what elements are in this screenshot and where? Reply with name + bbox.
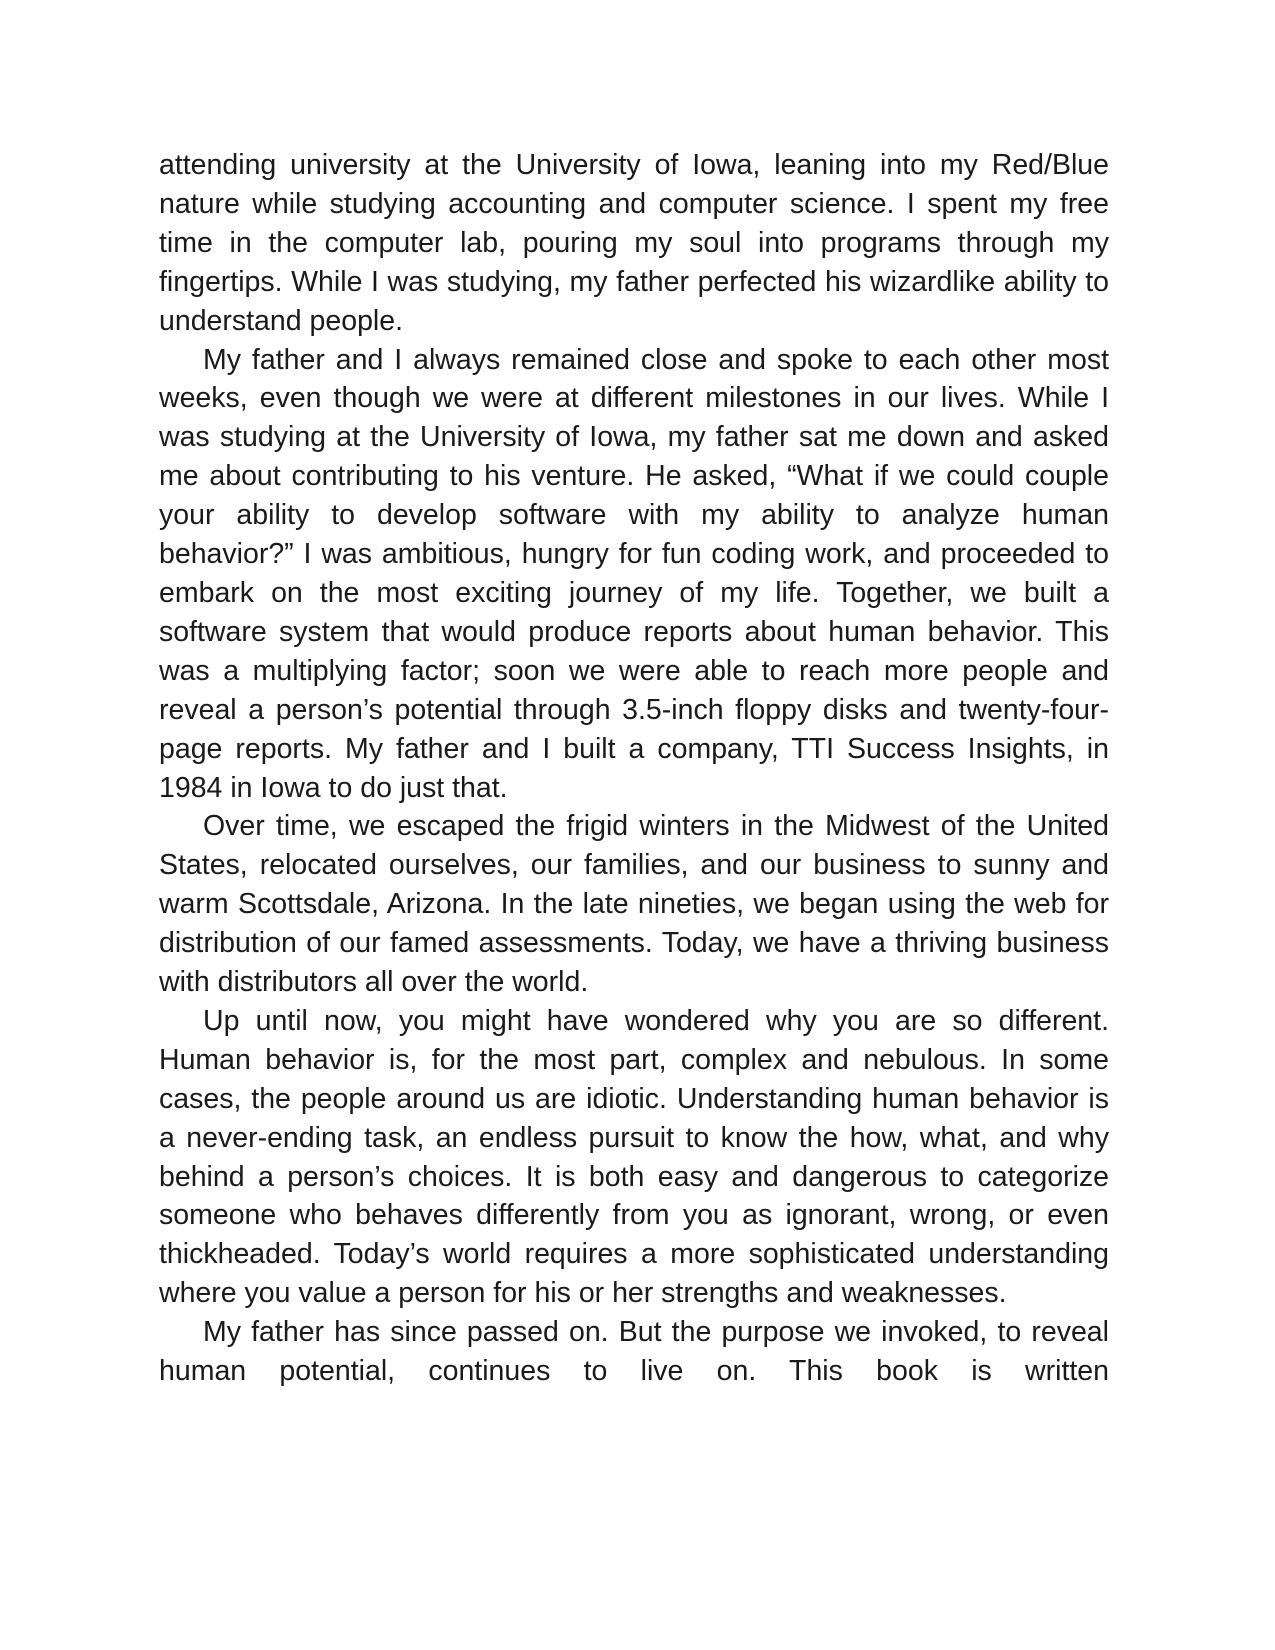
paragraph-human-behavior: Up until now, you might have wondered why you are so different. Human behavior is, for the most part, complex and nebulous. In some cases, the people around us are idiotic. Understanding human behavior is a never-ending task, an endless pursuit to know the how, what, and why behind a person’s choices. It is both easy and dangerous to categorize someone who behaves differently from you as ignorant, wrong, or even thickheaded. Today’s world requires a more sophisticated understanding where you value a person for his or her strengths and weaknesses. — [159, 1004, 1109, 1310]
paragraph-continued: attending university at the University of Iowa, leaning into my Red/Blue nature while studying accounting and computer science. I spent my free time in the computer lab, pouring my soul into programs through my fingertips. While I was studying, my father perfected his wizardlike ability to understand people. — [159, 149, 1109, 337]
body-text — [159, 146, 1109, 1391]
paragraph-relocation: Over time, we escaped the frigid winters in the Midwest of the United States, relocated ourselves, our families, and our business to sunny and warm Scottsdale, Arizona. In the late nineties, we began using the web for distribution of our famed assessments. Today, we have a thriving business with distributors all over the world. — [159, 810, 1109, 999]
paragraph-company-founding: My father and I always remained close and spoke to each other most weeks, even though we were at different milestones in our lives. While I was studying at the University of Iowa, my father sat me down and asked me about contributing to his venture. He asked, “What if we could couple your ability to develop software with my ability to analyze human behavior?” I was ambitious, hungry for fun coding work, and proceeded to embark on the most exciting journey of my life. Together, we built a software system that would produce reports about human behavior. This was a multiplying factor; soon we were able to reach more people and reveal a person’s potential through 3.5-inch floppy disks and twenty-four-page reports. My father and I built a company, TTI Success Insights, in 1984 in Iowa to do just that. — [159, 343, 1109, 804]
paragraph-purpose: My father has since passed on. But the purpose we invoked, to reveal human potential, continues to live on. This book is written — [159, 1316, 1109, 1388]
